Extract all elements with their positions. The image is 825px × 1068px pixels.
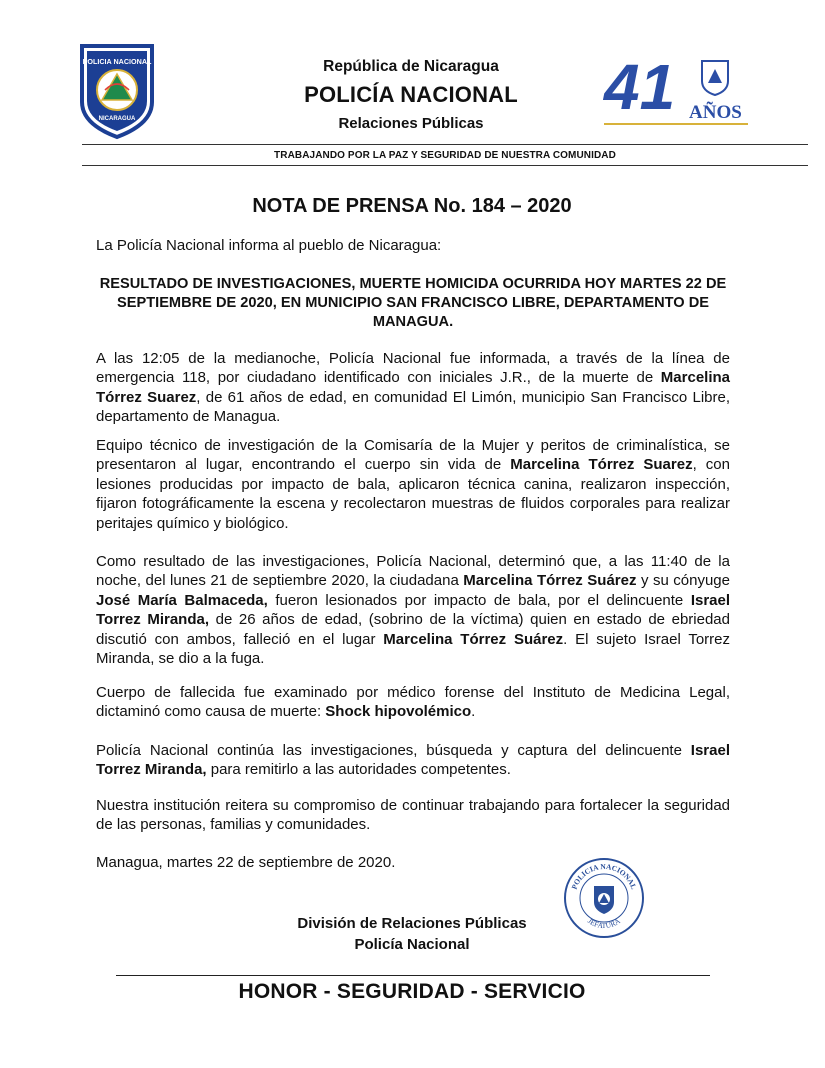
anniversary-41-logo — [602, 55, 750, 127]
police-shield-logo — [78, 40, 156, 140]
suspect-name: Israel Torrez Miranda, — [96, 742, 730, 779]
header-institution: POLICÍA NACIONAL — [304, 82, 518, 107]
seal-top-text: POLICIA NACIONAL — [569, 861, 639, 891]
paragraph-4: Cuerpo de fallecida fue examinado por médico forense del Instituto de Medicina Legal, dictaminó como causa de muerte: Shock hipovolémico. — [96, 684, 730, 721]
signature-institution: Policía Nacional — [354, 936, 470, 953]
victim-name: Marcelina Tórrez Suárez — [463, 572, 637, 590]
header-country: República de Nicaragua — [323, 58, 499, 75]
header-top-rule — [82, 144, 808, 145]
anniversary-number: 41 — [604, 55, 676, 123]
paragraph-5: Policía Nacional continúa las investigaciones, búsqueda y captura del delincuente Israel Torrez Miranda, para remitirlo a las autoridades competentes. — [96, 742, 730, 779]
suspect-name: Israel Torrez Miranda, — [96, 591, 731, 629]
spouse-name: José María Balmaceda, — [96, 591, 268, 609]
header-bottom-rule — [82, 165, 808, 166]
press-release-title: NOTA DE PRENSA No. 184 – 2020 — [252, 195, 572, 217]
victim-name: Marcelina Tórrez Suarez — [96, 369, 730, 406]
logo-left-bottom: NICARAGUA — [98, 116, 136, 122]
header-department: Relaciones Públicas — [338, 115, 484, 132]
seal-bottom-text: JEFATURA — [586, 916, 622, 931]
anniversary-word: AÑOS — [689, 102, 742, 123]
intro-line: La Policía Nacional informa al pueblo de Nicaragua: — [96, 237, 442, 254]
closing-date: Managua, martes 22 de septiembre de 2020. — [96, 854, 396, 871]
footer-rule — [116, 975, 710, 976]
footer-motto: HONOR - SEGURIDAD - SERVICIO — [238, 980, 586, 1003]
signature-division: División de Relaciones Públicas — [297, 915, 527, 932]
cause-of-death: Shock hipovolémico — [325, 703, 472, 721]
headline: RESULTADO DE INVESTIGACIONES, MUERTE HOMICIDA OCURRIDA HOY MARTES 22 DE SEPTIEMBRE DE 2020, EN MUNICIPIO SAN FRANCISCO LIBRE, DEPARTAMENTO DE MANAGUA. — [99, 276, 727, 330]
paragraph-3: Como resultado de las investigaciones, Policía Nacional, determinó que, a las 11:40 de la noche, del lunes 21 de septiembre 2020, la ciudadana Marcelina Tórrez Suárez y su cónyuge José María Balmaceda, fueron lesionados por impacto de bala, por el delincuente Israel Torrez Miranda, de 26 años de edad, (sobrino de la víctima) quien en estado de ebriedad discutió con ambos, falleció en el lugar Marcelina Tórrez Suárez. El sujeto Israel Torrez Miranda, se dio a la fuga. — [96, 553, 731, 668]
header-motto: TRABAJANDO POR LA PAZ Y SEGURIDAD DE NUESTRA COMUNIDAD — [274, 150, 616, 161]
paragraph-2: Equipo técnico de investigación de la Comisaría de la Mujer y peritos de criminalística, se presentaron al lugar, encontrando el cuerpo sin vida de Marcelina Tórrez Suarez, con lesiones producidas por impacto de bala, aplicaron técnica canina, realizaron inspección, fijaron fotográficamente la escena y recolectaron muestras de fluidos corporales para realizar peritajes químico y biológico. — [96, 437, 730, 532]
paragraph-6: Nuestra institución reitera su compromiso de continuar trabajando para fortalecer la seguridad de las personas, familias y comunidades. — [96, 797, 730, 834]
logo-left-text: POLICIA NACIONAL — [82, 57, 152, 66]
victim-name: Marcelina Tórrez Suárez — [383, 630, 564, 648]
paragraph-1: A las 12:05 de la medianoche, Policía Nacional fue informada, a través de la línea de emergencia 118, por ciudadano identificado con iniciales J.R., de la muerte de Marcelina Tórrez Suarez, de 61 años de edad, en comunidad El Limón, municipio San Francisco Libre, departamento de Managua. — [96, 350, 730, 426]
victim-name: Marcelina Tórrez Suarez — [510, 456, 693, 474]
